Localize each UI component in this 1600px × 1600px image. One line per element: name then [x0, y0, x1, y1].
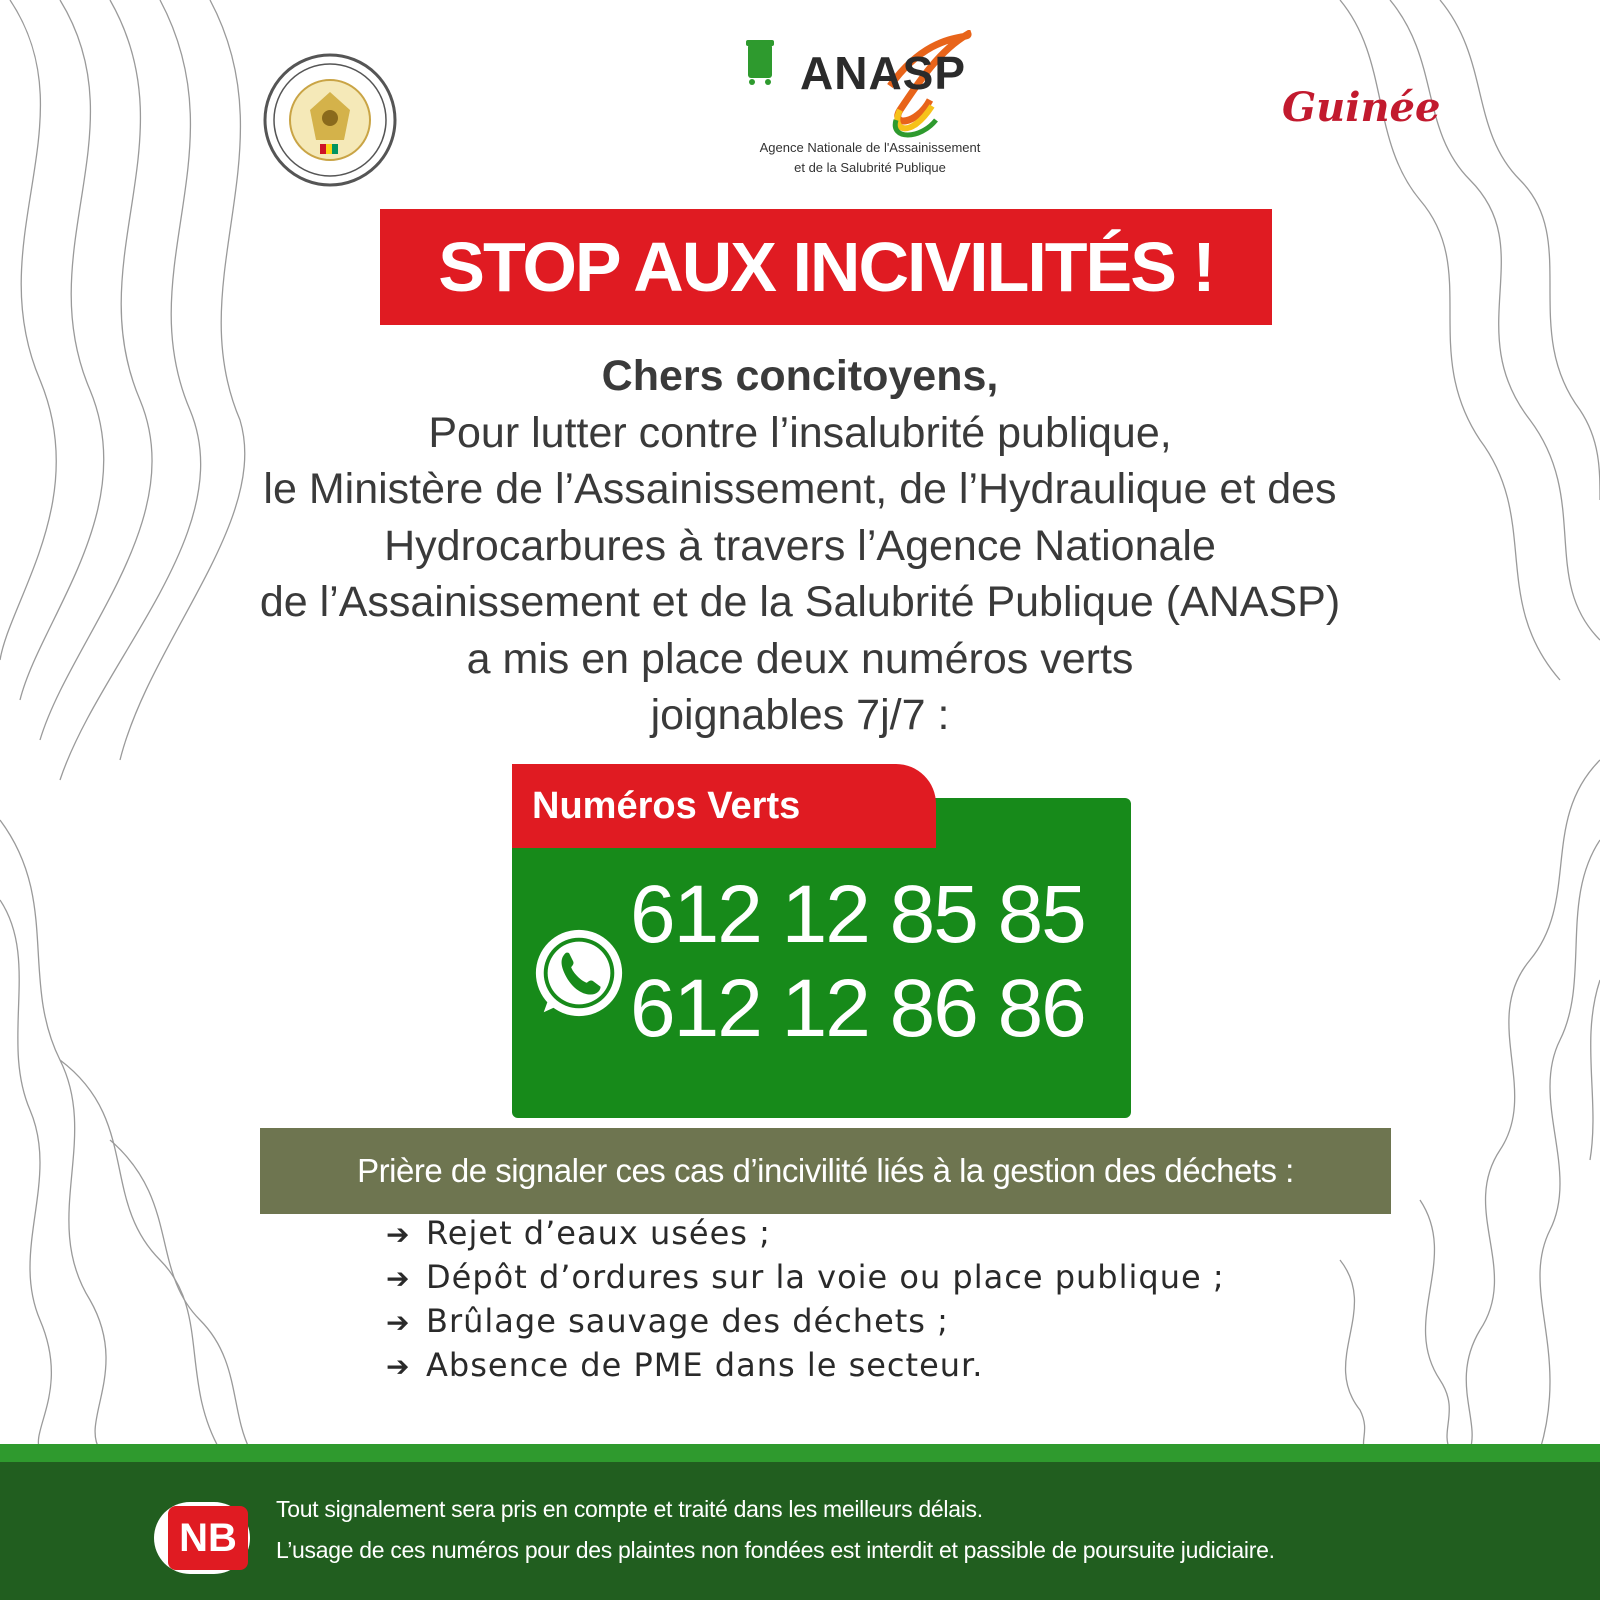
- headline-banner: STOP AUX INCIVILITÉS !: [380, 209, 1272, 325]
- case-text: Brûlage sauvage des déchets ;: [426, 1302, 949, 1340]
- list-item: [386, 1256, 1225, 1300]
- hotline-number-1[interactable]: 612 12 85 85: [630, 869, 1085, 960]
- nb-badge: [154, 1502, 250, 1574]
- report-banner: Prière de signaler ces cas d’incivilité liés à la gestion des déchets :: [260, 1128, 1391, 1214]
- greeting: Chers concitoyens,: [601, 352, 999, 400]
- intro-line: le Ministère de l’Assainissement, de l’Hydraulique et des: [263, 465, 1337, 513]
- ministry-seal-logo: [262, 52, 398, 188]
- agency-full-name: [740, 138, 1000, 178]
- intro-line: Pour lutter contre l’insalubrité publique,: [428, 408, 1172, 457]
- footer-stripe: [0, 1444, 1600, 1462]
- list-item: [386, 1212, 1225, 1256]
- hotline-number-2[interactable]: 612 12 86 86: [630, 963, 1085, 1054]
- cases-list: [386, 1212, 1225, 1388]
- intro-line: a mis en place deux numéros verts: [466, 634, 1134, 683]
- hotline-label: Numéros Verts: [512, 764, 936, 848]
- intro-line: joignables 7j/7 :: [650, 691, 950, 739]
- arrow-icon: ➔: [386, 1218, 411, 1251]
- footer-note: L’usage de ces numéros pour des plaintes non fondées est interdit et passible de poursuite judiciaire.: [276, 1537, 1275, 1563]
- footer-note: Tout signalement sera pris en compte et traité dans les meilleurs délais.: [276, 1496, 983, 1522]
- agency-name-line2: et de la Salubrité Publique: [794, 160, 946, 175]
- intro-line: Hydrocarbures à travers l’Agence Nationale: [384, 521, 1216, 570]
- arrow-icon: ➔: [386, 1350, 411, 1383]
- case-text: Dépôt d’ordures sur la voie ou place publique ;: [426, 1258, 1225, 1296]
- arrow-icon: ➔: [386, 1306, 411, 1339]
- agency-acronym: ANASP: [800, 47, 967, 99]
- guinee-brand-logo: Guinée: [1282, 84, 1441, 131]
- list-item: [386, 1300, 1225, 1344]
- list-item: [386, 1344, 1225, 1388]
- case-text: Rejet d’eaux usées ;: [426, 1214, 771, 1252]
- phone-icon: [530, 924, 628, 1022]
- arrow-icon: ➔: [386, 1262, 411, 1295]
- agency-name-line1: Agence Nationale de l'Assainissement: [759, 140, 981, 155]
- case-text: Absence de PME dans le secteur.: [426, 1346, 984, 1384]
- footer-notes: [276, 1489, 1275, 1571]
- intro-line: de l’Assainissement et de la Salubrité Publique (ANASP): [259, 578, 1341, 626]
- intro-paragraph: [150, 348, 1450, 744]
- nb-label: NB: [168, 1506, 248, 1570]
